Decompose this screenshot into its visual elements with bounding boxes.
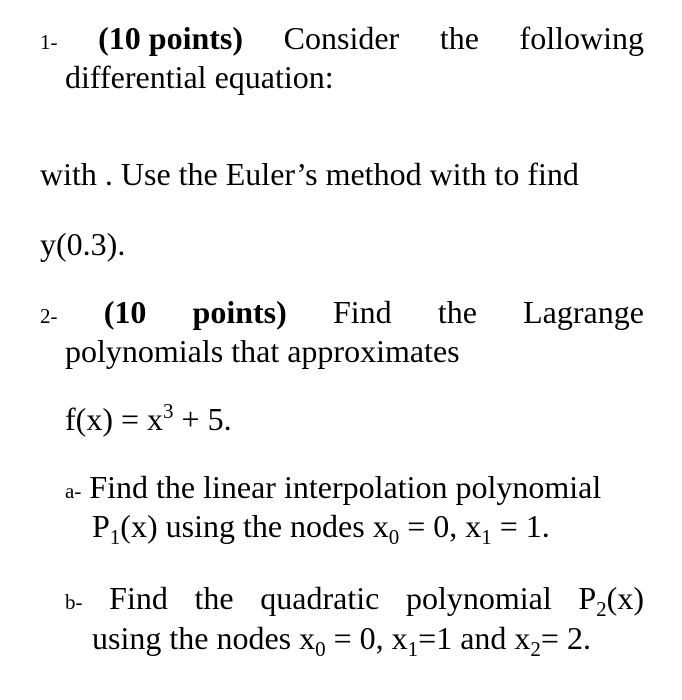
q2b-nodes-text: using the nodes x (92, 620, 316, 656)
q1-word: following (519, 20, 644, 56)
q2b-line-2 (92, 619, 591, 661)
q2-word: Lagrange (523, 294, 644, 330)
q2a-end: = 1. (491, 508, 550, 544)
f-prefix: f(x) = x (65, 401, 164, 437)
q2b-word: the (194, 580, 234, 616)
p1-subscript: 1 (109, 525, 121, 549)
q2a-label: a- (65, 479, 82, 503)
q2b-word: quadratic (260, 580, 380, 616)
f-suffix: + 5. (173, 401, 232, 437)
q2a-line-2 (92, 507, 550, 549)
q2-function (65, 400, 232, 438)
q2a-nodes-text: (x) using the nodes x (120, 508, 389, 544)
x0-subscript: 0 (388, 525, 400, 549)
q1-points: (10 points) (98, 20, 244, 56)
q2b-word: Find (109, 580, 168, 616)
q2-points-close: points) (192, 294, 287, 330)
q1-line-2: differential equation: (65, 59, 334, 95)
q1-number: 1- (40, 30, 58, 54)
p2-arg: (x) (606, 580, 644, 616)
q2-word: the (437, 294, 477, 330)
q2-word: Find (332, 294, 392, 330)
q2-number: 2- (40, 304, 58, 328)
q2b-mid-2: =1 and x (418, 620, 531, 656)
q1-line-4: y(0.3). (40, 226, 126, 262)
x1-subscript: 1 (407, 637, 419, 661)
q2b-end: = 2. (540, 620, 591, 656)
p1-name: P (92, 508, 110, 544)
x1-subscript: 1 (481, 525, 492, 549)
q2-heading-line (40, 293, 644, 335)
q2b-line-1 (65, 579, 644, 621)
q1-word: the (439, 20, 479, 56)
q2-points-open: (10 (103, 294, 147, 330)
x0-subscript: 0 (315, 637, 326, 661)
q2b-word: polynomial (405, 580, 552, 616)
p2-expression (578, 579, 644, 621)
q2-line-2: polynomials that approximates (65, 333, 460, 369)
q1-line-3: with . Use the Euler’s method with to find (40, 156, 579, 192)
q2b-label: b- (65, 590, 83, 614)
q2a-text: Find the linear interpolation polynomial (89, 469, 602, 505)
q1-word: Consider (283, 20, 400, 56)
p2-subscript: 2 (596, 597, 607, 621)
f-exponent: 3 (163, 399, 174, 423)
x2-subscript: 2 (530, 637, 541, 661)
p2-name: P (578, 580, 597, 616)
q2b-mid-1: = 0, x (325, 620, 408, 656)
q2a-line-1 (65, 468, 601, 510)
q1-heading-line (40, 19, 644, 61)
q2a-mid: = 0, x (399, 508, 482, 544)
